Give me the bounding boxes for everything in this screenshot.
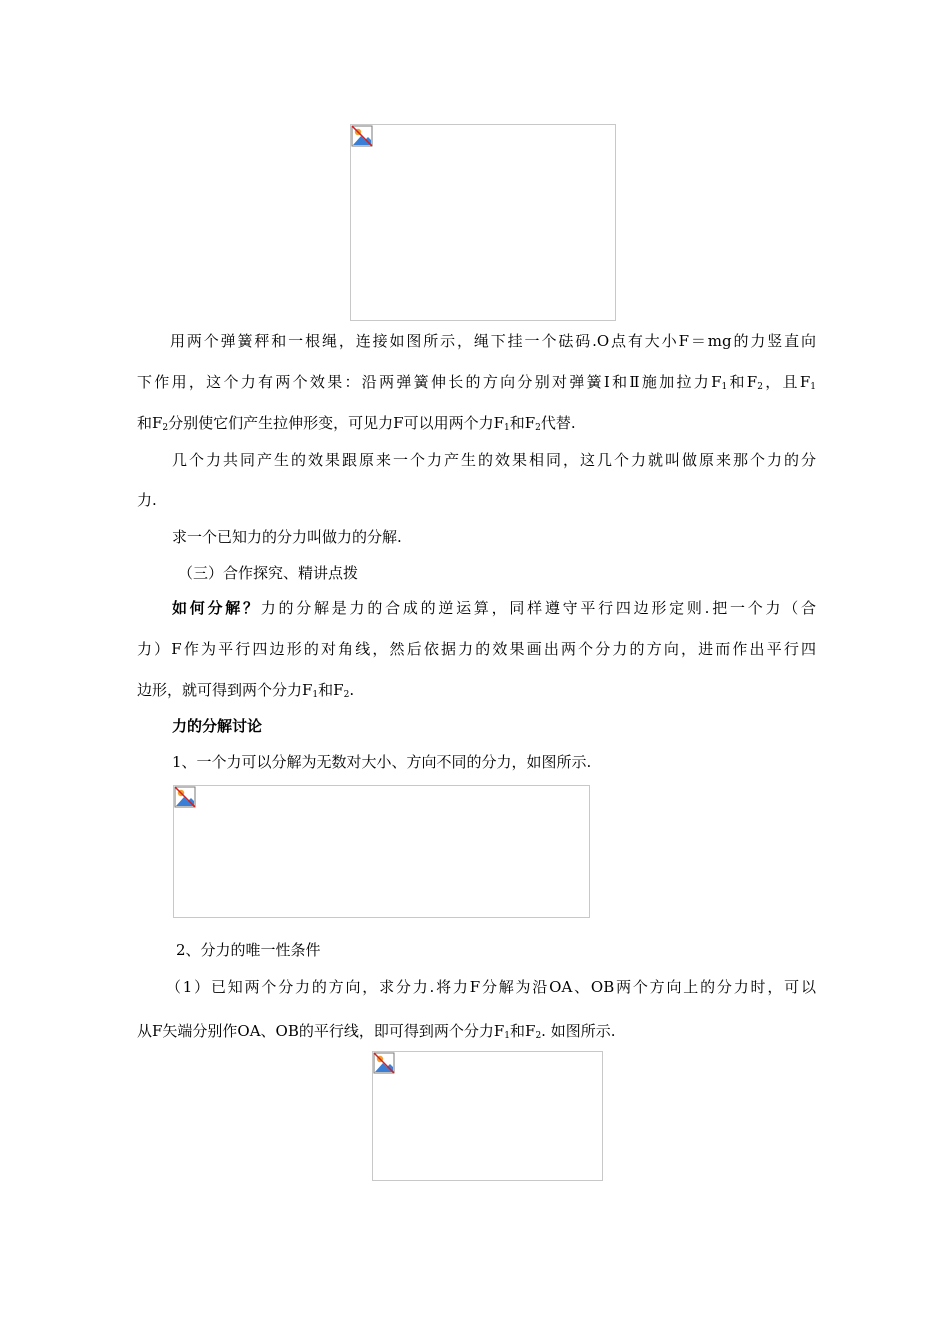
- broken-image-icon: [174, 786, 196, 808]
- paragraph-1-line-2: 下作用，这个力有两个效果：沿两弹簧伸长的方向分别对弹簧Ⅰ和Ⅱ施加拉力$F_1$和$F_2$，且$F_1$: [137, 373, 816, 392]
- paragraph-3: 求一个已知力的分力叫做力的分解.: [172, 528, 402, 546]
- paragraph-2-line-1: 几个力共同产生的效果跟原来一个力产生的效果相同，这几个力就叫做原来那个力的分: [172, 451, 816, 469]
- oa-ob-decomposition-diagram: [372, 1051, 603, 1181]
- discussion-item-2: 2、分力的唯一性条件: [176, 941, 321, 959]
- section-heading-3: （三）合作探究、精讲点拨: [178, 564, 359, 582]
- discussion-item-2-1-line-2: 从F矢端分别作OA、OB的平行线，即可得到两个分力$F_1$和$F_2$. 如图所示.: [137, 1022, 616, 1041]
- bold-lead: 如何分解？: [172, 599, 261, 617]
- paragraph-4-line-3: 边形，就可得到两个分力$F_1$和$F_2$.: [137, 681, 355, 700]
- force-decomposition-diagram: [173, 785, 590, 918]
- paragraph-1-line-1: 用两个弹簧秤和一根绳，连接如图所示，绳下挂一个砝码.O点有大小F＝mg的力竖直向: [170, 332, 816, 350]
- paragraph-4-line-1: 如何分解？力的分解是力的合成的逆运算，同样遵守平行四边形定则.把一个力（合: [172, 599, 816, 617]
- spring-scale-diagram: [350, 124, 616, 321]
- paragraph-2-line-2: 力.: [137, 491, 157, 509]
- discussion-item-1: 1、一个力可以分解为无数对大小、方向不同的分力，如图所示.: [172, 753, 592, 771]
- broken-image-icon: [351, 125, 373, 147]
- broken-image-icon: [373, 1052, 395, 1074]
- discussion-heading: 力的分解讨论: [172, 717, 263, 735]
- paragraph-1-line-3: 和$F_2$分别使它们产生拉伸形变，可见力F可以用两个力$F_1$和$F_2$代替.: [137, 414, 576, 433]
- paragraph-4-line-2: 力）F作为平行四边形的对角线，然后依据力的效果画出两个分力的方向，进而作出平行四: [137, 640, 816, 658]
- discussion-item-2-1-line-1: （1）已知两个分力的方向，求分力.将力F分解为沿OA、OB两个方向上的分力时，可以: [166, 978, 816, 996]
